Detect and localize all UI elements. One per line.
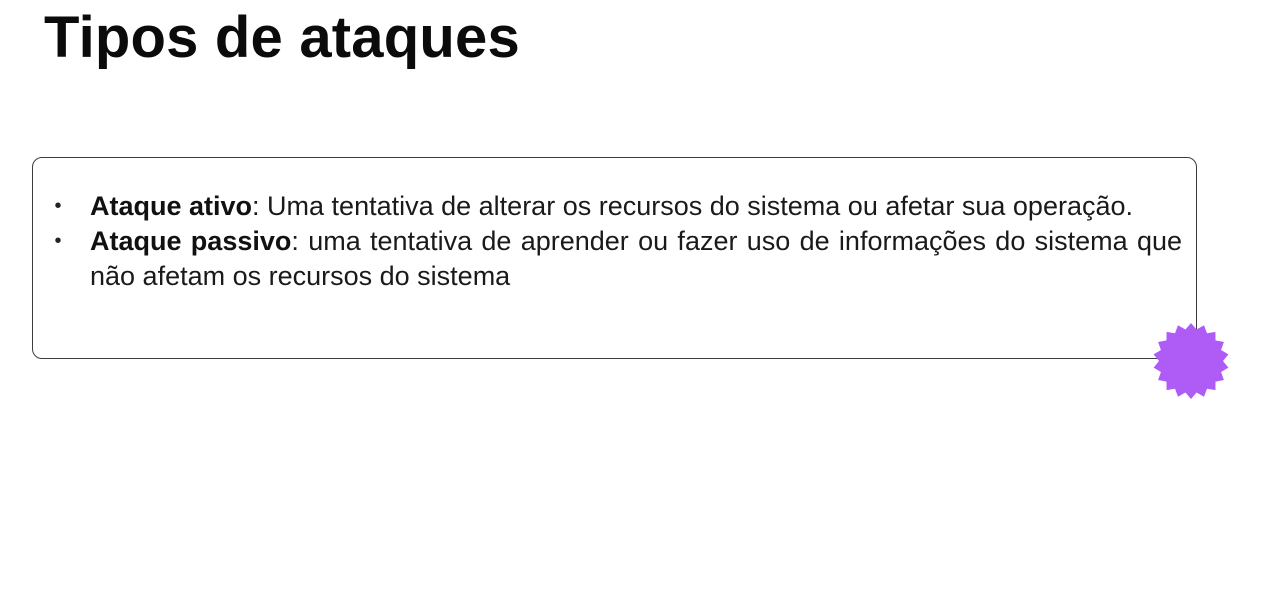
- bullet-separator: :: [291, 226, 299, 256]
- bullet-term: Ataque ativo: [90, 191, 253, 221]
- bullet-list: [33, 189, 1198, 294]
- bullet-term: Ataque passivo: [90, 226, 292, 256]
- bullet-marker: •: [54, 195, 62, 217]
- bullet-description: Uma tentativa de alterar os recursos do sistema ou afetar sua operação.: [259, 191, 1133, 221]
- bullet-description: uma tentativa de aprender ou fazer uso de informações do sistema que não afetam os recursos do sistema: [90, 226, 1183, 291]
- starburst-shape: [1154, 323, 1229, 399]
- bullet-marker: •: [54, 230, 62, 252]
- content-box: [32, 157, 1197, 359]
- bullet-item-passive-attack: [33, 224, 1198, 294]
- bullet-item-active-attack: [33, 189, 1198, 224]
- page-title: Tipos de ataques: [44, 5, 520, 70]
- starburst-badge-icon: [1152, 322, 1230, 400]
- bullet-separator: :: [252, 191, 260, 221]
